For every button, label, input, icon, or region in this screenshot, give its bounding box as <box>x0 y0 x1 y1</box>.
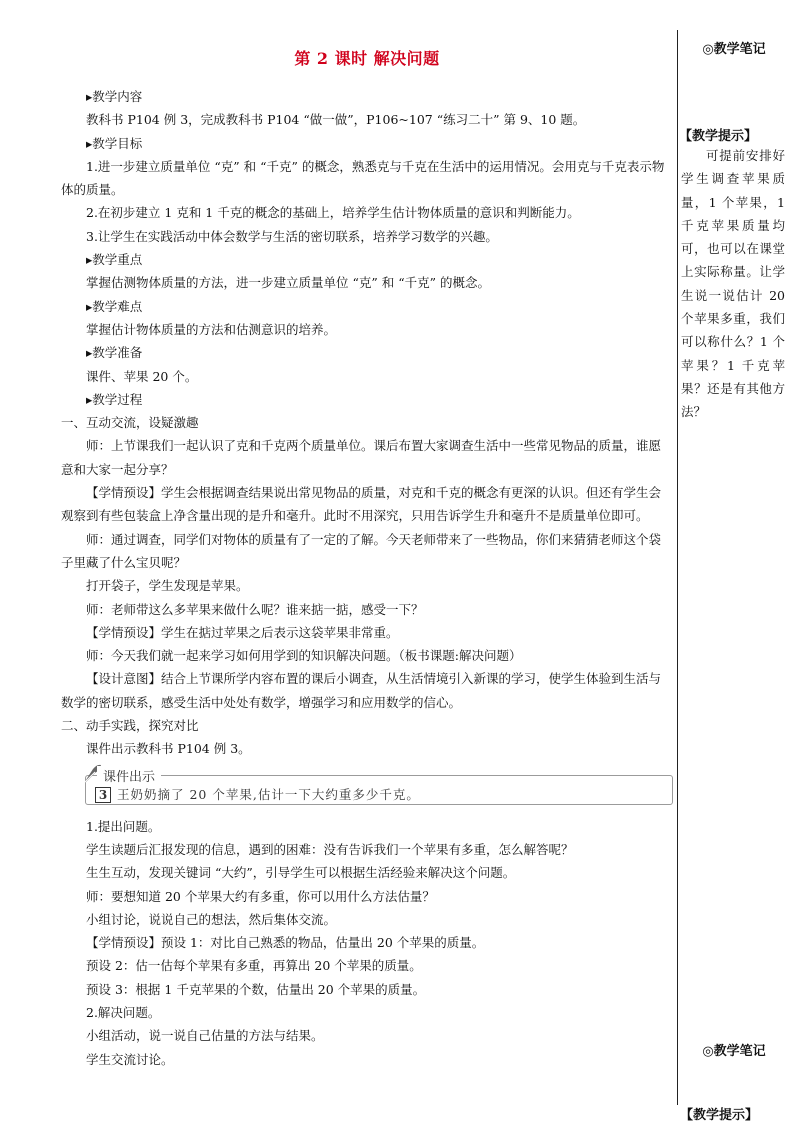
paragraph: 课件出示教科书 P104 例 3。 <box>86 741 251 757</box>
sub-heading: 1.提出问题。 <box>86 818 161 834</box>
example-number: 3 <box>95 787 111 803</box>
paragraph: 打开袋子，学生发现是苹果。 <box>86 578 249 594</box>
goal-3: 3.让学生在实践活动中体会数学与生活的密切联系，培养学习数学的兴趣。 <box>86 228 498 244</box>
paragraph: 师：老师带这么多苹果来做什么呢？谁来掂一掂，感受一下？ <box>86 601 424 617</box>
courseware-label: 课件出示 <box>97 766 161 785</box>
part-1-heading: 一、互动交流，设疑激趣 <box>61 415 199 431</box>
paragraph: 【学情预设】学生在掂过苹果之后表示这袋苹果非常重。 <box>86 624 399 640</box>
hint-text: 可提前安排好学生调查苹果质量，1 个苹果，1 千克苹果质量均可，也可以在课堂上实际称量。让学生说一说估计 20 个苹果多重，我们可以称什么？1 个苹果？1 千克苹果？还是有其他方法？ <box>681 148 785 420</box>
courseware-text-row <box>95 785 420 803</box>
paragraph: 预设 3：根据 1 千克苹果的个数，估量出 20 个苹果的质量。 <box>86 981 426 997</box>
paragraph: 小组讨论，说说自己的想法，然后集体交流。 <box>86 911 337 927</box>
paragraph: 【学情预设】学生会根据调查结果说出常见物品的质量，对克和千克的概念有更深的认识。但还有学生会观察到有些包装盒上净含量出现的是升和毫升。此时不用深究，只用告诉学生升和毫升不是质量单位即可。 <box>61 485 662 524</box>
paragraph: 学生交流讨论。 <box>86 1051 174 1067</box>
paragraph: 学生读题后汇报发现的信息，遇到的困难：没有告诉我们一个苹果有多重，怎么解答呢？ <box>86 841 574 857</box>
sidebar <box>679 38 789 424</box>
paragraph: 师：今天我们就一起来学习如何用学到的知识解决问题。（板书课题:解决问题） <box>86 648 522 664</box>
paragraph: 预设 2：估一估每个苹果有多重，再算出 20 个苹果的质量。 <box>86 958 422 974</box>
column-divider <box>677 30 678 1105</box>
content-text: 教科书 P104 例 3，完成教科书 P104 “做一做”，P106~107 “练习二十” 第 9、10 题。 <box>86 112 586 128</box>
notes-heading-2: ◎教学笔记 <box>702 1044 766 1059</box>
section-head-goals: ▸教学目标 <box>86 135 143 151</box>
notes-heading: ◎教学笔记 <box>702 42 766 57</box>
section-head-key: ▸教学重点 <box>86 252 143 268</box>
goal-1: 1.进一步建立质量单位 “克” 和 “千克” 的概念，熟悉克与千克在生活中的运用情况。会用克与千克表示物体的质量。 <box>61 158 665 198</box>
goal-2: 2.在初步建立 1 克和 1 千克的概念的基础上，培养学生估计物体质量的意识和判断能力。 <box>86 205 580 221</box>
hint-heading-2: 【教学提示】 <box>680 1108 759 1123</box>
courseware-text: 王奶奶摘了 20 个苹果,估计一下大约重多少千克。 <box>117 786 420 802</box>
section-head-prep: ▸教学准备 <box>86 345 143 361</box>
lesson-plan <box>61 46 673 1071</box>
sub-heading: 2.解决问题。 <box>86 1004 161 1020</box>
paragraph: 师：上节课我们一起认识了克和千克两个质量单位。课后布置大家调查生活中一些常见物品的质量，谁愿意和大家一起分享？ <box>61 438 662 477</box>
paragraph: 生生互动，发现关键词 “大约”，引导学生可以根据生活经验来解决这个问题。 <box>86 865 516 881</box>
section-head-process: ▸教学过程 <box>86 391 143 407</box>
section-head-difficulty: ▸教学难点 <box>86 298 143 314</box>
courseware-box <box>81 767 675 807</box>
part-2-heading: 二、动手实践，探究对比 <box>61 718 199 734</box>
difficulty-text: 掌握估计物体质量的方法和估测意识的培养。 <box>86 321 337 337</box>
hint-heading: 【教学提示】 <box>679 129 758 144</box>
paragraph: 【设计意图】结合上节课所学内容布置的课后小调查，从生活情境引入新课的学习，使学生体验到生活与数学的密切联系，感受生活中处处有数学，增强学习和应用数学的信心。 <box>61 671 662 710</box>
paragraph: 小组活动，说一说自己估量的方法与结果。 <box>86 1028 324 1044</box>
paragraph: 【学情预设】预设 1：对比自己熟悉的物品，估量出 20 个苹果的质量。 <box>86 935 485 951</box>
prep-text: 课件、苹果 20 个。 <box>86 368 198 384</box>
section-head-content: ▸教学内容 <box>86 89 143 104</box>
key-text: 掌握估测物体质量的方法，进一步建立质量单位 “克” 和 “千克” 的概念。 <box>86 275 490 291</box>
paragraph: 师：通过调查，同学们对物体的质量有了一定的了解。今天老师带来了一些物品，你们来猜猜老师这个袋子里藏了什么宝贝呢？ <box>61 531 662 570</box>
paragraph: 师：要想知道 20 个苹果大约有多重，你可以用什么方法估量？ <box>86 888 435 904</box>
page-title: 第 2 课时 解决问题 <box>294 49 440 68</box>
